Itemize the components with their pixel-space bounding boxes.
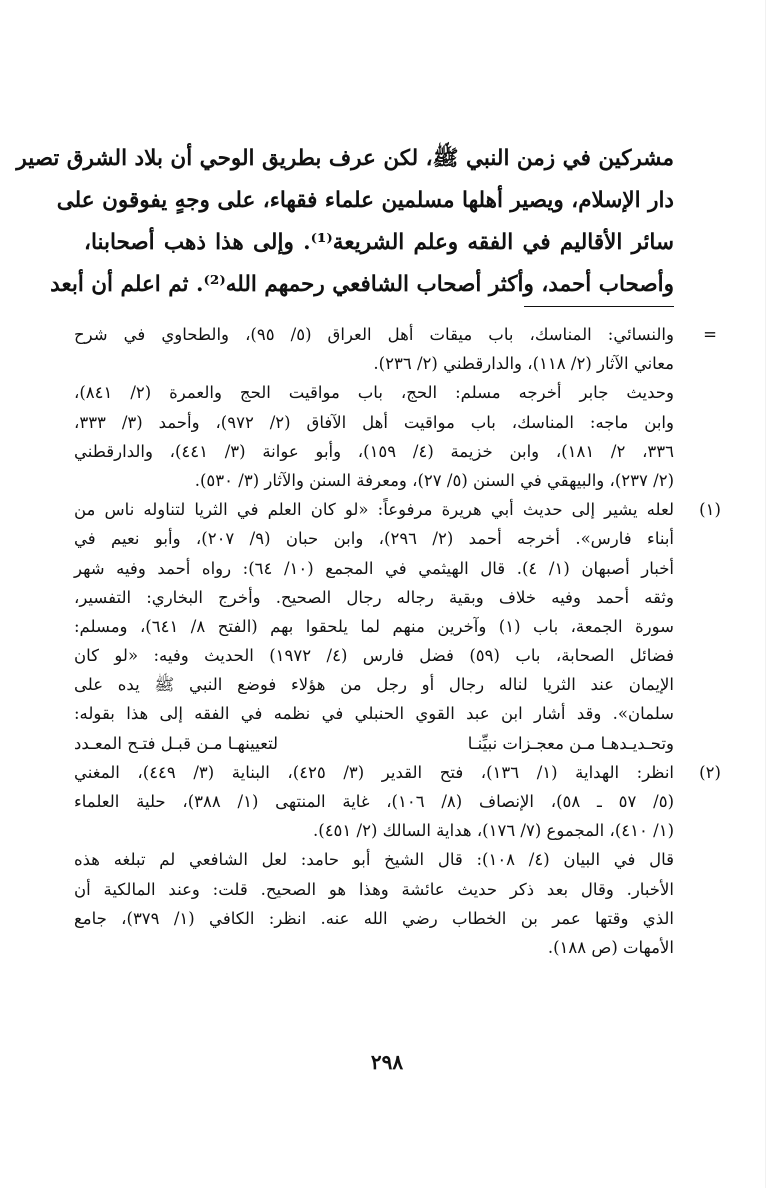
footnote-paragraph: [74, 845, 674, 962]
footnote-line: فضائل الصحابة، باب (٥٩) فضل فارس (٤/ ١٩٧٢) الحديث وفيه: «لو كان: [74, 646, 674, 666]
verse-second-hemistich: لتعيينهـا مـن قبـل فتـح المعـدد: [74, 733, 279, 753]
footnote-line: (١/ ٤١٠)، المجموع (٧/ ١٧٦)، هداية السالك (٢/ ٤٥١).: [313, 821, 674, 841]
footnote-paragraph: [74, 378, 674, 495]
footnote-line: قال في البيان (٤/ ١٠٨): قال الشيخ أبو حامد: لعل الشافعي لم تبلغه هذه: [74, 850, 674, 870]
footnote-marker: (١): [699, 500, 721, 520]
main-text-line: دار الإسلام، ويصير أهلها مسلمين علماء فقهاء، على وجهٍ يفوقون على: [56, 188, 674, 213]
footnote-line: لعله يشير إلى حديث أبي هريرة مرفوعاً: «لو كان العلم في الثريا لتناوله ناس من: [74, 500, 674, 520]
main-text-line: مشركين في زمن النبي ﷺ، لكن عرف بطريق الوحي أن بلاد الشرق تصير: [16, 146, 674, 171]
footnote-line: الإيمان عند الثريا لناله رجال أو رجل من هؤلاء فوضع النبي ﷺ يده على: [74, 675, 674, 695]
footnote-line: معاني الآثار (٢/ ١١٨)، والدارقطني (٢/ ٢٣٦).: [373, 354, 674, 374]
footnote-line: أبناء فارس». أخرجه أحمد (٢/ ٢٩٦)، وابن حبان (٩/ ٢٠٧)، وأبو نعيم في: [74, 529, 674, 549]
footnote-line: سورة الجمعة، باب (١) وآخرين منهم لما يلحقوا بهم (الفتح ٨/ ٦٤١)، ومسلم:: [74, 616, 674, 636]
main-text: [16, 138, 674, 306]
page-number: ٢٩٨: [370, 1050, 404, 1074]
footnote-line: وثقه أحمد وفيه خلاف وبقية رجاله رجال الصحيح. وأخرج البخاري: التفسير،: [74, 587, 674, 607]
footnote-line: الذي وقتها عمر بن الخطاب رضي الله عنه. انظر: الكافي (١/ ٣٧٩)، جامع: [74, 908, 674, 928]
footnote-marker: =: [703, 325, 717, 344]
footnote-line: والنسائي: المناسك، باب ميقات أهل العراق (٥/ ٩٥)، والطحاوي في شرح: [74, 325, 674, 344]
main-text-line: وأصحاب أحمد، وأكثر أصحاب الشافعي رحمهم الله⁽²⁾. ثم اعلم أن أبعد: [50, 272, 674, 297]
footnote-line: سلمان». وقد أشار ابن عبد القوي الحنبلي في نظمه في الفقه إلى هذا بقوله:: [74, 704, 674, 724]
verse-first-hemistich: وتحـديـدهـا مـن معجـزات نبيِّنـا: [467, 733, 674, 753]
footnote-line: (٥/ ٥٧ ـ ٥٨)، الإنصاف (٨/ ١٠٦)، غاية المنتهى (١/ ٣٨٨)، حلية العلماء: [74, 792, 674, 811]
main-text-line: سائر الأقاليم في الفقه وعلم الشريعة⁽¹⁾. وإلى هذا ذهب أصحابنا،: [84, 230, 674, 255]
footnote-line: الأمهات (ص ١٨٨).: [547, 937, 674, 957]
footnote-line: ٣٣٦، ٢/ ١٨١)، وابن خزيمة (٤/ ١٥٩)، وأبو عوانة (٣/ ٤٤١)، والدارقطني: [74, 441, 675, 461]
footnote-line: انظر: الهداية (١/ ١٣٦)، فتح القدير (٣/ ٤٢٥)، البناية (٣/ ٤٤٩)، المغني: [74, 762, 675, 782]
page-edge-shadow: [765, 0, 766, 1188]
footnote-line: (٢/ ٢٣٧)، والبيهقي في السنن (٥/ ٢٧)، ومعرفة السنن والآثار (٣/ ٥٣٠).: [194, 470, 674, 490]
footnote-line: أخبار أصبهان (١/ ٤). قال الهيثمي في المجمع (١٠/ ٦٤): رواه أحمد وفيه شهر: [74, 558, 674, 578]
footnote-1: [74, 495, 721, 758]
footnote-separator: [524, 306, 674, 307]
footnotes: [74, 320, 721, 962]
footnote-line: وحديث جابر أخرجه مسلم: الحج، باب مواقيت الحج والعمرة (٢/ ٨٤١)،: [74, 383, 674, 403]
footnote-line: الأخبار. وقال بعد ذكر حديث عائشة وهذا هو الصحيح. قلت: وعند المالكية أن: [74, 879, 674, 899]
footnote-2: [74, 758, 721, 846]
footnote-line: وابن ماجه: المناسك، باب مواقيت أهل الآفاق (٢/ ٩٧٢)، وأحمد (٣/ ٣٣٣،: [74, 412, 674, 432]
footnote-marker: (٢): [699, 762, 721, 782]
footnote-continuation: [74, 320, 717, 378]
poetry-verse: [74, 729, 674, 758]
